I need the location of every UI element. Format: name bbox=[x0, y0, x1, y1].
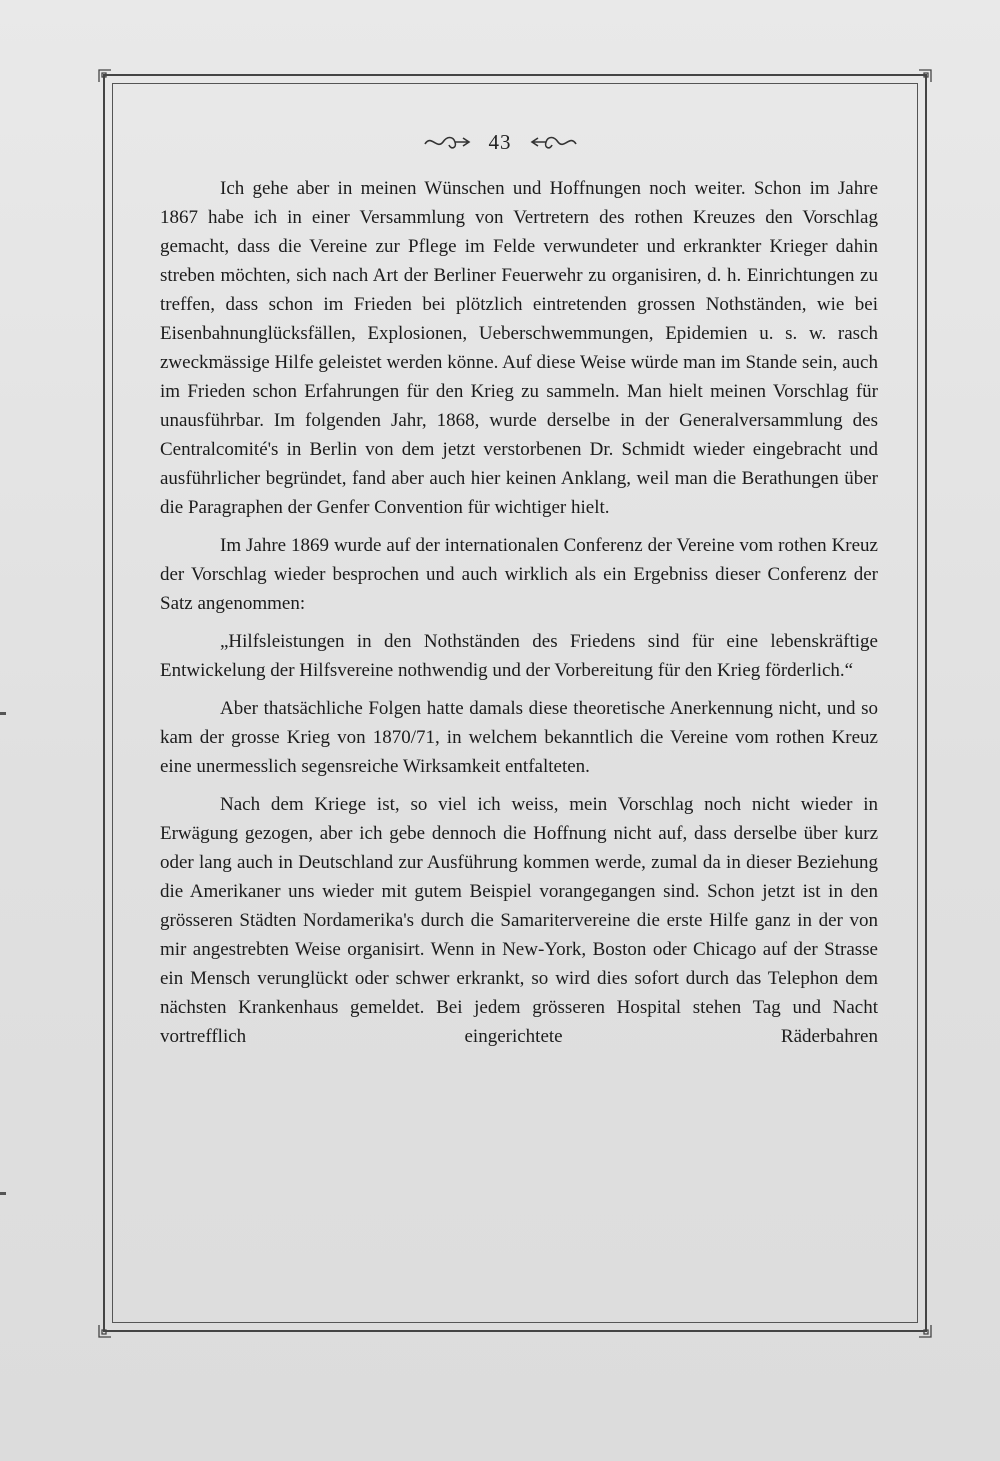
left-flourish-icon bbox=[423, 130, 471, 154]
page-header bbox=[0, 124, 1000, 160]
quotation: „Hilfsleistungen in den Nothständen des Friedens sind für eine lebenskräftige Entwickelung der Hilfsvereine nothwendig und der Vorbereitung für den Krieg förderlich.“ bbox=[160, 631, 878, 681]
body-text bbox=[160, 174, 878, 1060]
corner-ornament-icon bbox=[96, 1322, 114, 1340]
paragraph: Aber thatsächliche Folgen hatte damals diese theoretische Anerkennung nicht, und so kam der grosse Krieg von 1870/71, in welchem bekanntlich die Vereine vom rothen Kreuz eine unermesslich segensreiche Wirksamkeit entfalteten. bbox=[160, 698, 878, 777]
page-number: 43 bbox=[488, 129, 512, 154]
scan-edge-mark bbox=[0, 1192, 6, 1195]
corner-ornament-icon bbox=[96, 67, 114, 85]
corner-ornament-icon bbox=[916, 1322, 934, 1340]
corner-ornament-icon bbox=[916, 67, 934, 85]
right-flourish-icon bbox=[530, 130, 578, 154]
paragraph: Im Jahre 1869 wurde auf der internationalen Conferenz der Vereine vom rothen Kreuz der Vorschlag wieder besprochen und auch wirklich als ein Ergebniss dieser Conferenz der Satz angenommen: bbox=[160, 535, 878, 614]
paragraph: Nach dem Kriege ist, so viel ich weiss, mein Vorschlag noch nicht wieder in Erwägung gezogen, aber ich gebe dennoch die Hoffnung nicht auf, dass derselbe über kurz oder lang auch in Deutschland zur Ausführung kommen werde, zumal da in dieser Beziehung die Amerikaner uns wieder mit gutem Beispiel vorangegangen sind. Schon jetzt ist in den grösseren Städten Nordamerika's durch die Samaritervereine die erste Hilfe ganz in der von mir angestrebten Weise organisirt. Wenn in New-York, Boston oder Chicago auf der Strasse ein Mensch verunglückt oder schwer erkrankt, so wird dies sofort durch das Telephon dem nächsten Krankenhaus gemeldet. Bei jedem grösseren Hospital stehen Tag und Nacht vortrefflich eingerichtete Räderbahren bbox=[160, 794, 878, 1047]
paragraph: Ich gehe aber in meinen Wünschen und Hoffnungen noch weiter. Schon im Jahre 1867 habe ich in einer Versammlung von Vertretern des rothen Kreuzes den Vorschlag gemacht, dass die Vereine zur Pflege im Felde verwundeter und erkrankter Krieger dahin streben möchten, sich nach Art der Berliner Feuerwehr zu organisiren, d. h. Einrichtungen zu treffen, dass schon im Frieden bei plötzlich eintretenden grossen Nothständen, wie bei Eisenbahnunglücksfällen, Explosionen, Ueberschwemmungen, Epidemien u. s. w. rasch zweckmässige Hilfe geleistet werden könne. Auf diese Weise würde man im Stande sein, auch im Frieden schon Erfahrungen für den Krieg zu sammeln. Man hielt meinen Vorschlag für unausführbar. Im folgenden Jahr, 1868, wurde derselbe in der Generalversammlung des Centralcomité's in Berlin von dem jetzt verstorbenen Dr. Schmidt wieder eingebracht und ausführlicher begründet, fand aber auch hier keinen Anklang, weil man die Berathungen über die Paragraphen der Genfer Convention für wichtiger hielt. bbox=[160, 178, 878, 518]
scan-edge-mark bbox=[0, 712, 6, 715]
